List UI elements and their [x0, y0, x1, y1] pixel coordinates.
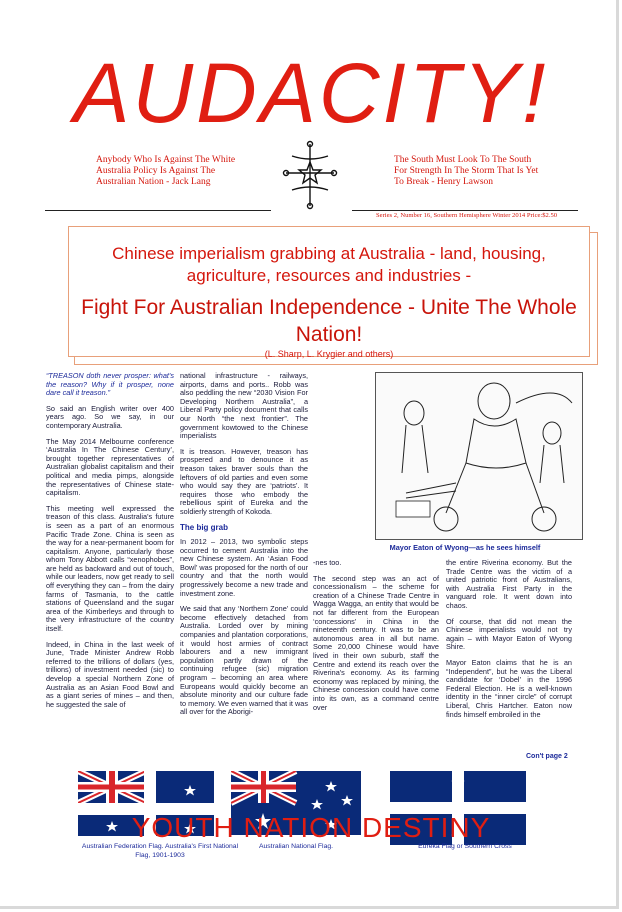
- article-paragraph: Of course, that did not mean the Chinese imperialists would not try again – with Mayor Eaton of Wyong Shire.: [446, 616, 572, 652]
- article-paragraph: This meeting well expressed the treason of this class. Australia's future is seen as a part of an enormous Pacific Trade Zone. China is seen as the way for a near-permanent boom for capitalism. Anyone, particularly those whom Tony Abbott calls “xenophobes”, are held as backward and out of touch, while our leaders, now get ready to sell off everything they can – from the dairy farms of Tasmania, to the cattle stations of Queensland and the sugar area of the Kimberleys and through to the very infrastructure of the country itself.: [46, 503, 174, 634]
- article-paragraph: “TREASON doth never prosper: what's the reason? Why if it prosper, none dare call it treason.”: [46, 371, 174, 398]
- article-column-1: [46, 372, 174, 716]
- article-paragraph: We said that any ‘Northern Zone’ could become effectively detached from Australia. Lorded over by mining companies and plantation corporations, it would host armies of contract labourers and a new immigrant population partly drawn of the continuing refugee (sic) migration program – becoming an area where Europeans would quickly become an absolute minority and our culture fade to memory. We even warned that it was all over for the Aborigi-: [180, 604, 308, 717]
- article-paragraph: -nes too.: [313, 558, 342, 567]
- article-paragraph: The May 2014 Melbourne conference ‘Australia In The Chinese Century’, brought together representatives of Australian globalist capitalism and their political and media pimps, alongside the representatives of Chinese state-capitalism.: [46, 436, 174, 498]
- article-paragraph: It is treason. However, treason has prospered and to denounce it as treason takes braver souls than the leftovers of old parties and even some who would say they are ‘patriots’. It requires those who embody the rebellious spirit of Eureka and the soldierly strength of Kokoda.: [180, 446, 308, 516]
- cross-emblem-icon: [282, 140, 338, 210]
- masthead-title: AUDACITY!: [73, 46, 549, 140]
- article-paragraph: Indeed, in China in the last week of June, Trade Minister Andrew Robb referred to the trillions of dollars (yes, trillions) of investment needed (sic) to develop a special Northern Zone of Australia as an Asian Food Bowl and as a giant series of mines – and then, he suggested the sale of: [46, 639, 174, 709]
- article-paragraph: the entire Riverina economy. But the Trade Centre was the victim of a united patriotic front of Australians, with Australia First Party in the vanguard role. It went down into chaos.: [446, 558, 572, 610]
- article-paragraph: So said an English writer over 400 years ago. So we say, in our contemporary Australia.: [46, 403, 174, 430]
- flag-caption-federation: Australian Federation Flag. Australia's First National Flag, 1901-1903: [81, 843, 239, 859]
- footer-slogan: YOUTH NATION DESTINY: [131, 812, 491, 843]
- article-column-2: [180, 372, 308, 724]
- headline-byline: (L. Sharp, L. Krygier and others): [264, 349, 394, 359]
- cartoon-illustration: [375, 372, 583, 540]
- article-subhead: The big grab: [180, 522, 228, 532]
- article-paragraph: national infrastructure - railways, airports, dams and ports.. Robb was also peddling the new “2030 Vision For Developing Northern Australia”, a Liberal Party policy document that calls our North “the next frontier”. The government kowtowed to the Chinese imperialists: [180, 371, 308, 441]
- headline-box: [68, 226, 590, 357]
- article-paragraph: Mayor Eaton claims that he is an “Independent”, but he was the Liberal candidate for ‘Dobel’ in the 1996 Federal Election. He is a well-known identity in the “inner circle” of corrupt Liberal, Chris Hartcher. Eaton now finds himself embroiled in the: [446, 657, 572, 719]
- article-column-3: [313, 559, 439, 719]
- flag-caption-national: Australian National Flag.: [258, 843, 334, 850]
- quote-left: Anybody Who Is Against The White Australia Policy Is Against The Australian Nation - Jack Lang: [96, 155, 236, 187]
- quote-right: The South Must Look To The South For Strength In The Storm That Is Yet To Break - Henry Lawson: [394, 155, 539, 187]
- cartoon-caption: Mayor Eaton of Wyong—as he sees himself: [389, 543, 541, 552]
- headline-main: Fight For Australian Independence - Unite The Whole Nation!: [81, 296, 577, 346]
- flag-caption-eureka: Eureka Flag or Southern Cross: [418, 843, 512, 850]
- divider-left: [45, 210, 271, 211]
- article-column-4: [446, 559, 572, 726]
- article-paragraph: The second step was an act of concessionalism – the scheme for creation of a Chinese Trade Centre in Wagga Wagga, an entity that would be not far different from the European ‘concessions’ in China in the nineteenth century. It was to be an autonomous area in all but name. Some 20,000 Chinese would have lived in their own suburb, staff the Centre and extend its reach over the Riverina's economy. As its farming economy was replaced by mining, the Chinese concession could have come into its own, as a command centre over: [313, 573, 439, 712]
- divider-right: [352, 210, 578, 211]
- issue-info: Series 2, Number 16, Southern Hemisphere Winter 2014 Price:$2.50: [376, 212, 558, 219]
- headline-subtitle: Chinese imperialism grabbing at Australia - land, housing, agriculture, resources and industries -: [112, 244, 546, 285]
- continued-notice: Con't page 2: [526, 753, 568, 760]
- article-paragraph: In 2012 – 2013, two symbolic steps occurred to cement Australia into the new Chinese system. An ‘Asian Food Bowl’ was proposed for the north of our country and that the north would progressively become a new trade and investment zone.: [180, 537, 308, 598]
